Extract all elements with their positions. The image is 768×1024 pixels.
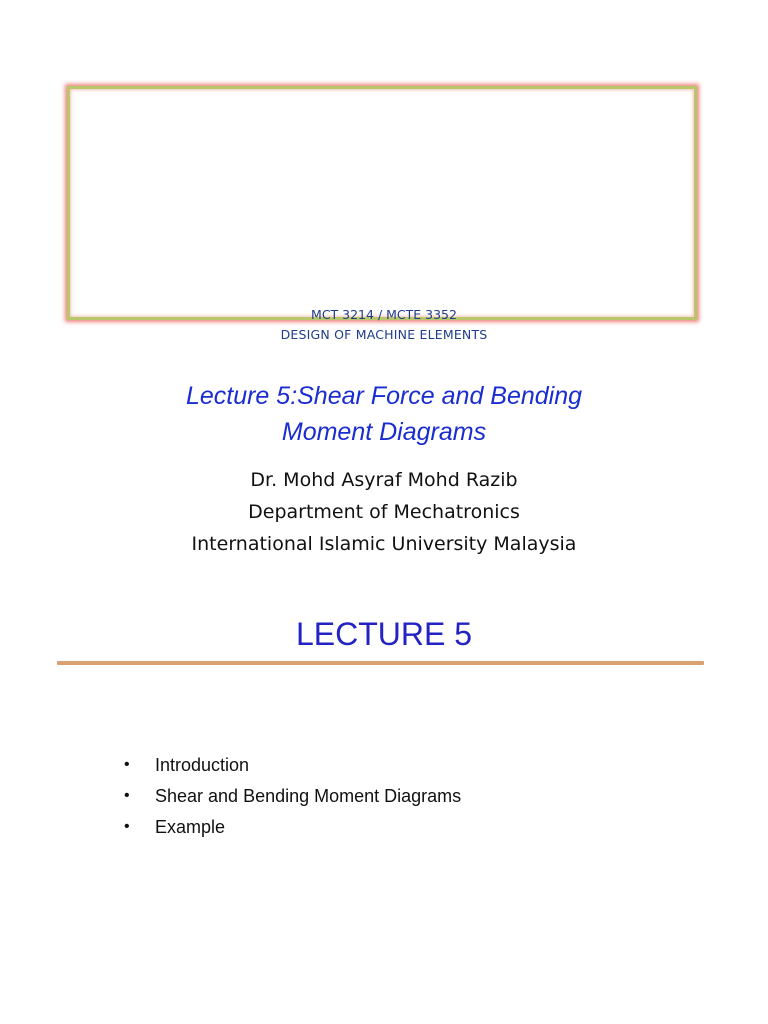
- bullet-icon: •: [124, 818, 130, 835]
- bullet-text: Shear and Bending Moment Diagrams: [155, 786, 462, 806]
- slide-heading: LECTURE 5: [295, 616, 473, 652]
- list-item: [124, 783, 461, 814]
- lecture-title-line-1: Lecture 5:Shear Force and Bending: [185, 382, 583, 410]
- author-department: Department of Mechatronics: [248, 501, 520, 523]
- author-university: International Islamic University Malaysia: [191, 533, 577, 555]
- bullet-text: Introduction: [155, 755, 250, 775]
- title-frame: [67, 86, 697, 320]
- bullet-icon: •: [124, 756, 130, 773]
- author-name: Dr. Mohd Asyraf Mohd Razib: [250, 469, 518, 491]
- course-code: MCT 3214 / MCTE 3352: [311, 307, 457, 322]
- bullet-icon: •: [124, 787, 130, 804]
- heading-divider: [57, 661, 704, 665]
- lecture-title-line-2: Moment Diagrams: [281, 418, 487, 446]
- list-item: [124, 752, 461, 783]
- list-item: [124, 814, 461, 845]
- bullet-list: [124, 752, 461, 845]
- course-name: DESIGN OF MACHINE ELEMENTS: [280, 327, 488, 342]
- bullet-text: Example: [155, 817, 226, 837]
